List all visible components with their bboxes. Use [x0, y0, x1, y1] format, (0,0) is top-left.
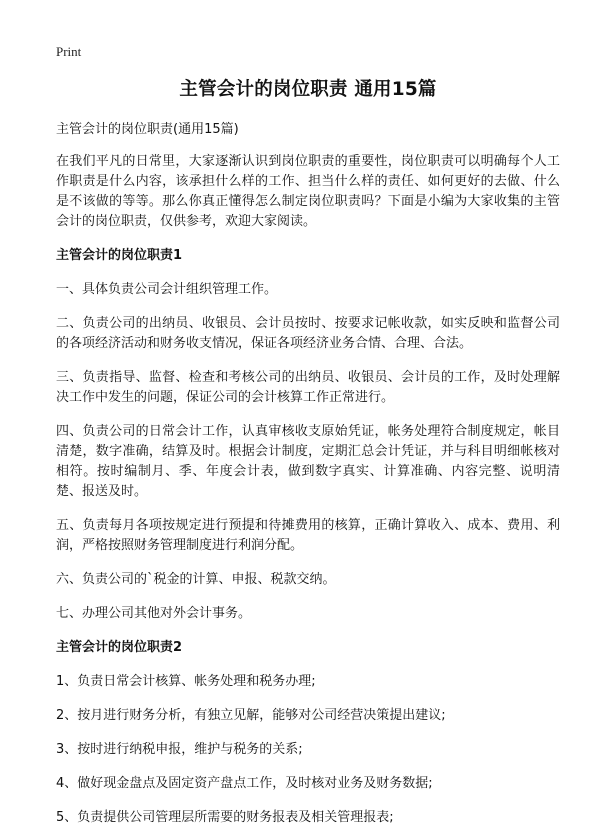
duty-item: 2、按月进行财务分析，有独立见解，能够对公司经营决策提出建议;	[56, 708, 446, 723]
duty-item: 四、负责公司的日常会计工作，认真审核收支原始凭证，帐务处理符合制度规定，帐目清楚，数字准确，结算及时。根据会计制度，定期汇总会计凭证，并与科目明细帐核对相符。按时编制月、季、年度会计表，做到数字真实、计算准确、内容完整、说明清楚、报送及时。	[56, 424, 560, 499]
duty-item: 5、负责提供公司管理层所需要的财务报表及相关管理报表;	[56, 810, 394, 825]
duty-item: 一、具体负责公司会计组织管理工作。	[56, 282, 278, 297]
duty-item: 七、办理公司其他对外会计事务。	[56, 606, 252, 621]
duty-item: 4、做好现金盘点及固定资产盘点工作，及时核对业务及财务数据;	[56, 776, 433, 791]
document-title: 主管会计的岗位职责 通用15篇	[179, 79, 437, 100]
section-heading: 主管会计的岗位职责2	[56, 640, 183, 655]
duty-item: 1、负责日常会计核算、帐务处理和税务办理;	[56, 674, 316, 689]
section-duty-2	[56, 638, 560, 828]
duty-item: 五、负责每月各项按规定进行预提和待摊费用的核算，正确计算收入、成本、费用、利润，严格按照财务管理制度进行利润分配。	[56, 518, 560, 553]
intro-paragraph: 在我们平凡的日常里，大家逐渐认识到岗位职责的重要性，岗位职责可以明确每个人工作职责是什么内容，该承担什么样的工作、担当什么样的责任、如何更好的去做、什么是不该做的等等。那么你真正懂得怎么制定岗位职责吗？下面是小编为大家收集的主管会计的岗位职责，仅供参考，欢迎大家阅读。	[56, 154, 560, 229]
document-subtitle: 主管会计的岗位职责(通用15篇)	[56, 122, 239, 137]
print-link[interactable]: Print	[56, 44, 82, 59]
duty-item: 三、负责指导、监督、检查和考核公司的出纳员、收银员、会计员的工作，及时处理解决工作中发生的问题，保证公司的会计核算工作正常进行。	[56, 370, 560, 405]
section-heading: 主管会计的岗位职责1	[56, 248, 183, 263]
duty-item: 二、负责公司的出纳员、收银员、会计员按时、按要求记帐收款，如实反映和监督公司的各项经济活动和财务收支情况，保证各项经济业务合情、合理、合法。	[56, 316, 560, 351]
duty-item: 六、负责公司的`税金的计算、申报、税款交纳。	[56, 572, 336, 587]
duty-item: 3、按时进行纳税申报，维护与税务的关系;	[56, 742, 303, 757]
section-duty-1	[56, 246, 560, 624]
